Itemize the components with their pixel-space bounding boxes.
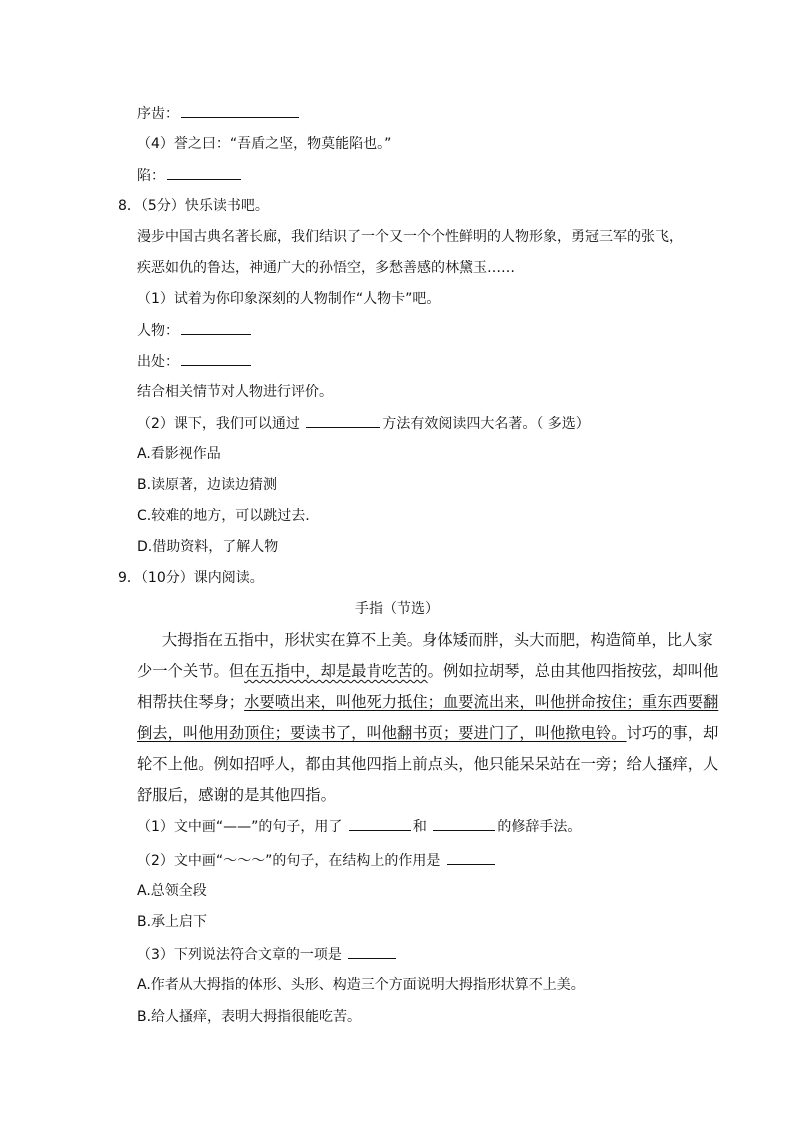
q9-heading: 9．（10分）课内阅读。: [118, 570, 264, 586]
passage-line2: [137, 661, 718, 681]
q8-heading: 8．（5分）快乐读书吧。: [118, 198, 269, 214]
q8-sub1: （1）试着为你印象深刻的人物制作“人物卡”吧。: [137, 291, 441, 307]
solid-underlined-sentence-part2: 倒去，叫他用劲顶住；要读书了，叫他翻书页；要进门了，叫他揿电铃。: [137, 724, 627, 742]
chuchu-label: 出处：: [137, 354, 179, 370]
q8-intro-line1: 漫步中国古典名著长廊，我们结识了一个又一个个性鲜明的人物形象，勇冠三军的张飞，: [137, 229, 683, 245]
q9-sub1: [137, 816, 581, 837]
chuchu-answer-blank[interactable]: [181, 351, 251, 366]
q8-option-a: A.看影视作品: [137, 446, 221, 462]
q8-sub2: [137, 413, 590, 434]
q9-sub1-prefix: （1）文中画“——”的句子，用了: [137, 819, 347, 835]
renwu-label: 人物：: [137, 323, 179, 339]
q8-option-c: C.较难的地方，可以跳过去.: [137, 508, 310, 524]
passage-line2-c: 。例如拉胡琴，总由其他四指按弦，却叫他: [427, 662, 719, 680]
q9-sub2-option-b: B.承上启下: [137, 914, 208, 930]
xian-line: [137, 165, 243, 186]
solid-underlined-sentence-part1: 水要喷出来，叫他死力抵住；血要流出来，叫他拼命按住；重东西要翻: [244, 693, 719, 711]
passage-line2-a: 少一个关节。但: [137, 662, 245, 680]
q8-option-d: D.借助资料，了解人物: [137, 539, 279, 555]
q8-option-b: B.读原著，边读边猜测: [137, 477, 278, 493]
q9-sub3-prefix: （3）下列说法符合文章的一项是: [137, 947, 347, 963]
q9-sub3: [137, 944, 398, 965]
q9-sub3-option-a: A.作者从大拇指的体形、头形、构造三个方面说明大拇指形状算不上美。: [137, 977, 585, 993]
passage-line1: 大拇指在五指中，形状实在算不上美。身体矮而胖，头大而肥，构造简单，比人家: [162, 631, 713, 649]
chuchu-line: [137, 351, 253, 372]
q8-sub2-suffix: 方法有效阅读四大名著。（ 多选）: [382, 416, 590, 432]
q9-sub2-prefix: （2）文中画“～～～”的句子，在结构上的作用是: [137, 853, 445, 869]
q9-sub1-blank1[interactable]: [349, 816, 411, 831]
renwu-answer-blank[interactable]: [181, 320, 251, 335]
q9-sub2: [137, 850, 497, 871]
xuchi-label: 序齿：: [137, 106, 179, 122]
prev-q4: （4）誉之曰：“吾盾之坚，物莫能陷也。”: [137, 136, 392, 152]
q8-sub2-answer-blank[interactable]: [306, 413, 380, 428]
q8-intro-line2: 疾恶如仇的鲁达，神通广大的孙悟空，多愁善感的林黛玉……: [137, 260, 515, 276]
q9-sub2-option-a: A.总领全段: [137, 883, 207, 899]
xian-label: 陷：: [137, 168, 165, 184]
xuchi-answer-blank[interactable]: [181, 103, 299, 118]
passage-line3-a: 相帮扶住琴身；: [137, 693, 245, 711]
renwu-line: [137, 320, 253, 341]
q9-sub2-blank[interactable]: [447, 850, 495, 865]
passage-title: 手指（节选）: [355, 601, 439, 617]
q9-sub3-blank[interactable]: [348, 944, 396, 959]
q9-sub3-option-b: B.给人搔痒，表明大拇指很能吃苦。: [137, 1009, 362, 1025]
passage-line3: [137, 692, 718, 712]
q9-sub1-suffix: 的修辞手法。: [497, 819, 582, 835]
q9-sub1-blank2[interactable]: [433, 816, 495, 831]
q8-eval: 结合相关情节对人物进行评价。: [137, 384, 333, 400]
q9-sub1-mid: 和: [412, 819, 432, 835]
passage-line6: 舒服后，感谢的是其他四指。: [137, 786, 336, 804]
passage-line4: [137, 723, 718, 743]
passage-line4-b: 讨巧的事，却: [626, 724, 719, 742]
passage-line5: 轮不上他。例如招呼人，都由其他四指上前点头，他只能呆呆站在一旁；给人搔痒，人: [137, 755, 719, 773]
xuchi-line: [137, 103, 301, 124]
q8-sub2-prefix: （2）课下，我们可以通过: [137, 416, 305, 432]
xian-answer-blank[interactable]: [167, 165, 241, 180]
wavy-underlined-sentence: 在五指中，却是最肯吃苦的: [244, 662, 428, 680]
